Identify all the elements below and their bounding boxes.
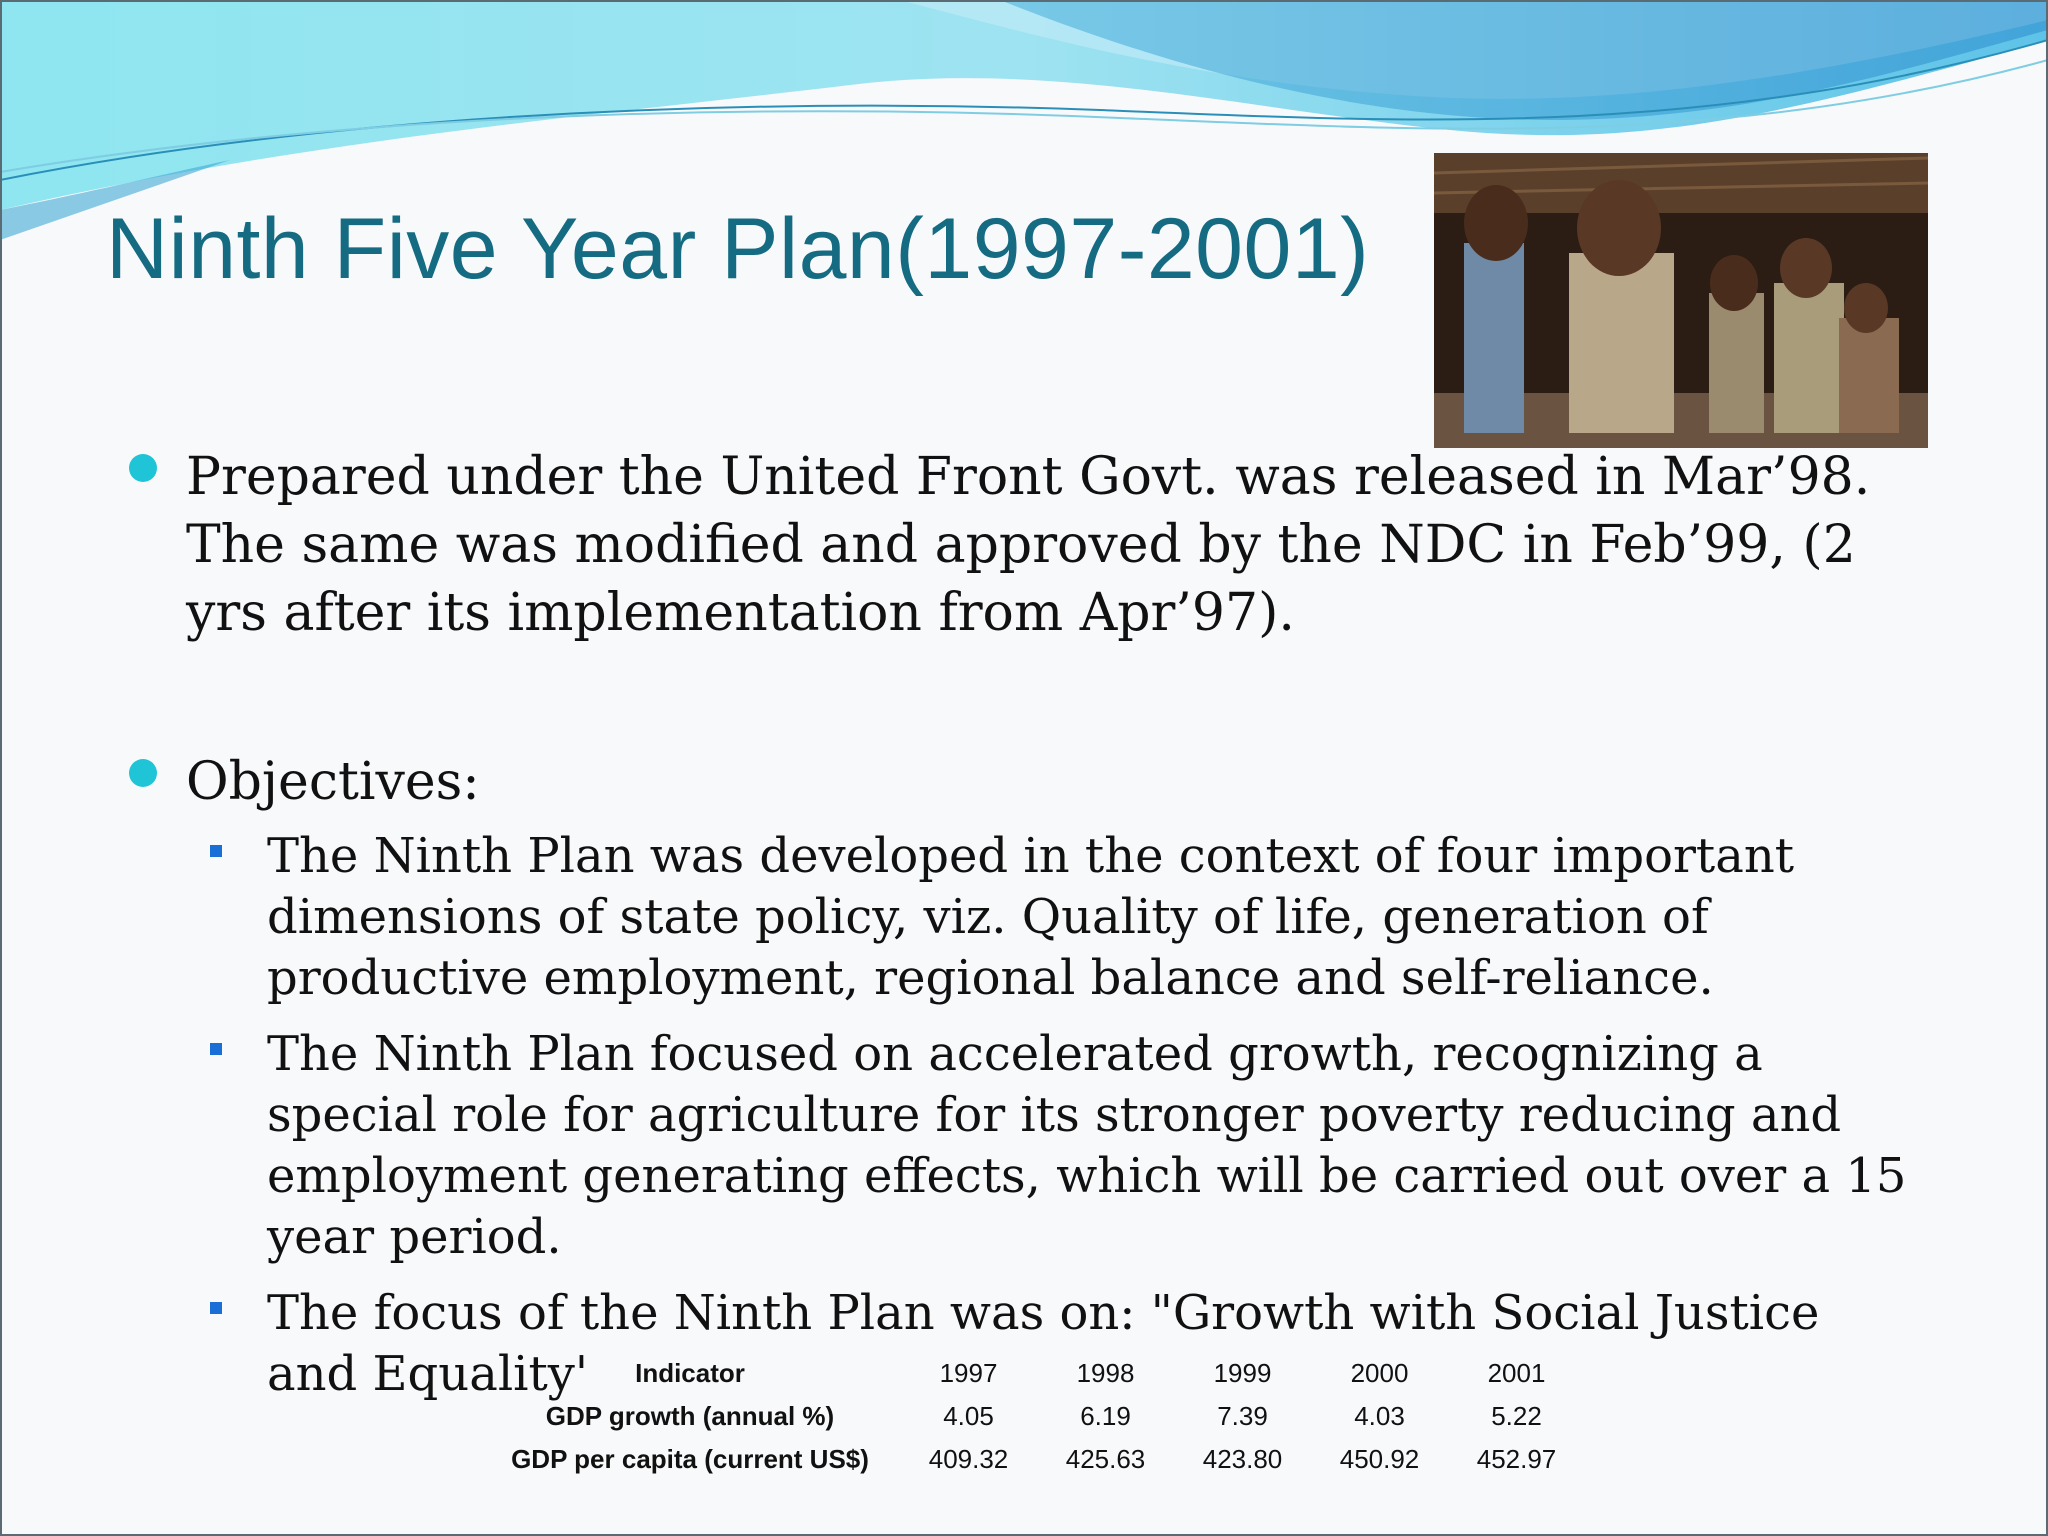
table-cell: 4.05 xyxy=(943,1401,994,1431)
gdp-indicator-table xyxy=(480,1352,1585,1481)
table-cell: 7.39 xyxy=(1217,1401,1268,1431)
table-header-cell: 1997 xyxy=(939,1358,998,1388)
table-cell: 5.22 xyxy=(1491,1401,1542,1431)
table-header-cell: 1998 xyxy=(1076,1358,1135,1388)
table-cell: 423.80 xyxy=(1202,1444,1283,1474)
sub-bullet-marker xyxy=(210,1302,222,1314)
table-cell: GDP growth (annual %) xyxy=(545,1401,835,1431)
table-row xyxy=(480,1438,1585,1481)
table-cell: 6.19 xyxy=(1080,1401,1131,1431)
bullet-dot xyxy=(129,759,157,787)
bullet-1-text: Prepared under the United Front Govt. was released in Mar’98. The same was modified and approved by the NDC in Feb’99, (2 yrs after its implementation from Apr’97). xyxy=(186,447,1871,643)
table-cell: 450.92 xyxy=(1339,1444,1420,1474)
table-header-cell: 2000 xyxy=(1350,1358,1409,1388)
table-cell: 425.63 xyxy=(1065,1444,1146,1474)
bullet-dot xyxy=(129,454,157,482)
objective-2-text: The Ninth Plan focused on accelerated growth, recognizing a special role for agriculture for its stronger poverty reducing and employment generating effects, which will be carried out over a 15 year period. xyxy=(267,1026,1907,1265)
objectives-heading: Objectives: xyxy=(186,752,480,812)
table-cell: 452.97 xyxy=(1476,1444,1557,1474)
sub-bullet-marker xyxy=(210,845,222,857)
table-cell: GDP per capita (current US$) xyxy=(511,1444,869,1474)
table-header-cell: 2001 xyxy=(1487,1358,1546,1388)
table-header-cell: Indicator xyxy=(635,1358,745,1388)
table-row xyxy=(480,1395,1585,1438)
slide-title: Ninth Five Year Plan(1997-2001) xyxy=(106,201,1370,297)
children-photo xyxy=(1434,153,1928,448)
objective-3-text: The focus of the Ninth Plan was on: "Growth with Social Justice and Equality' xyxy=(267,1285,1820,1402)
table-header-cell: 1999 xyxy=(1213,1358,1272,1388)
table-header-row xyxy=(480,1352,1585,1395)
sub-bullet-marker xyxy=(210,1043,222,1055)
objective-1-text: The Ninth Plan was developed in the context of four important dimensions of state policy, viz. Quality of life, generation of productive employment, regional balance and self-reliance. xyxy=(267,828,1795,1006)
table-cell: 4.03 xyxy=(1354,1401,1405,1431)
table-cell: 409.32 xyxy=(928,1444,1009,1474)
